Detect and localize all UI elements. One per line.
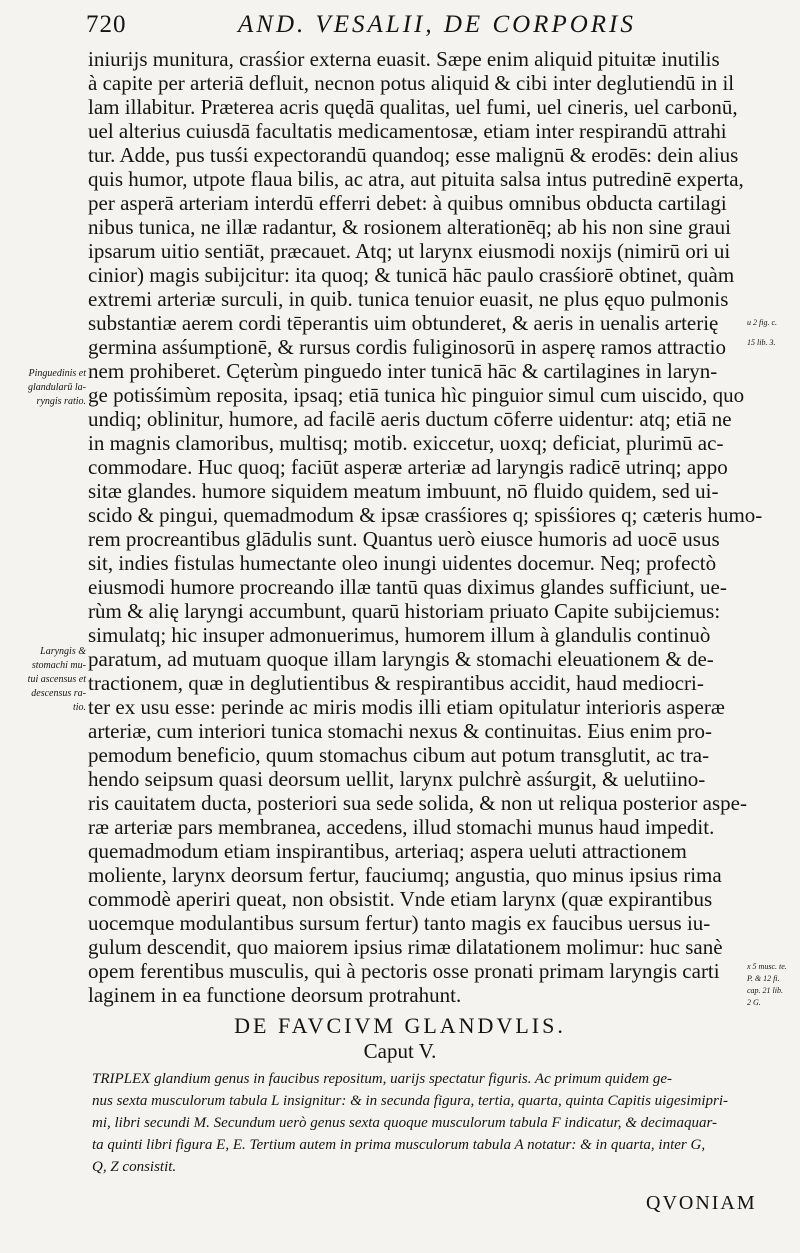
summary-line: mi, libri secundi M. Secundum uerò genus sexta quoque musculorum tabula F indicatur, & decimaquar-	[92, 1115, 718, 1131]
text-line: tur. Adde, pus tusśi expectorandū quandoq; esse malignū & erodēs: dein alius	[88, 143, 739, 167]
margin-note-left: descensus ra-	[31, 688, 86, 699]
margin-note-right: 2 G.	[747, 998, 761, 1007]
text-line: extremi arteriæ surculi, in quib. tunica tenuior euasit, ne plus ęquo pulmonis	[88, 287, 729, 311]
margin-note-right: x 5 musc. te.	[747, 962, 787, 971]
margin-note-right: P. & 12 fi.	[747, 974, 780, 983]
text-line: quemadmodum etiam inspirantibus, arteriaq; aspera ueluti attractionem	[88, 839, 687, 863]
text-line: quis humor, utpote flaua bilis, ac atra, aut pituita salsa intus putredinē experta,	[88, 167, 744, 191]
text-line: uocemque modulantibus sursum fertur) tanto magis ex faucibus uersus iu-	[88, 911, 711, 935]
text-line: rem procreantibus glādulis sunt. Quantus uerò eiusce humoris ad uocē usus	[88, 527, 720, 551]
summary-line: Q, Z consistit.	[92, 1159, 177, 1175]
summary-line: nus sexta musculorum tabula L insignitur: & in secunda figura, tertia, quarta, quinta Capitis uigesimipri-	[92, 1093, 728, 1109]
margin-note-left: tui ascensus et	[27, 674, 86, 685]
text-line: nem prohiberet. Cęterùm pinguedo inter tunicā hāc & cartilagines in laryn-	[88, 359, 718, 383]
text-line: undiq; oblinitur, humore, ad facilē aeris ductum cōferre uidentur: atq; etiā ne	[88, 407, 732, 431]
text-line: germina asśumptionē, & rursus cordis fuliginosorū in asperę ramos attractio	[88, 335, 727, 359]
catchword: QVONIAM	[646, 1192, 757, 1214]
text-line: paratum, ad mutuam quoque illam laryngis & stomachi eleuationem & de-	[88, 647, 714, 671]
margin-note-left: stomachi mu-	[31, 660, 86, 671]
text-line: ter ex usu esse: perinde ac miris modis illi etiam opitulatur interioris asperæ	[88, 695, 725, 719]
margin-note-left: tio.	[72, 702, 86, 713]
text-line: rùm & alię laryngi accumbunt, quarū historiam priuato Capite subijciemus:	[88, 599, 721, 623]
text-line: hendo seipsum quasi deorsum uellit, larynx pulchrè asśurgit, & uelutiino-	[88, 767, 706, 791]
text-line: opem ferentibus musculis, qui à pectoris osse pronati primam laryngis carti	[88, 959, 720, 983]
margin-note-left: Laryngis &	[40, 646, 86, 657]
text-line: tractionem, quæ in deglutientibus & respirantibus accidit, haud mediocri-	[88, 671, 704, 695]
text-line: moliente, larynx deorsum fertur, fauciumq; angustia, quo minus ipsius rima	[88, 863, 722, 887]
summary-line: ta quinti libri figura E, E. Tertium autem in prima musculorum tabula A notatur: & in quarta, inter G,	[92, 1137, 706, 1153]
text-line: in magnis clamoribus, multisq; motib. exiccetur, uoxq; deficiat, plurimū ac-	[88, 431, 724, 455]
margin-note-left: Pinguedinis et	[28, 368, 86, 379]
text-line: laginem in ea functione deorsum protrahunt.	[88, 983, 462, 1007]
text-line: sitæ glandes. humore siquidem meatum imbuunt, nō fluido quidem, sed ui-	[88, 479, 719, 503]
text-line: gulum descendit, quo maiorem ipsius rimæ dilatationem molimur: huc sanè	[88, 935, 723, 959]
text-line: ræ arteriæ pars membranea, accedens, illud stomachi munus haud impedit.	[88, 815, 715, 839]
text-line: uel alterius cuiusdā facultatis medicamentosæ, etiam inter respirandū attrahi	[88, 119, 727, 143]
text-line: cinior) magis subijcitur: ita quoq; & tunicā hāc paulo crasśiorē obtinet, quàm	[88, 263, 735, 287]
margin-note-left: ryngis ratio.	[36, 396, 86, 407]
margin-note-right: 15 lib. 3.	[747, 338, 776, 347]
chapter-number: Caput V.	[363, 1039, 437, 1063]
page-header	[86, 8, 796, 42]
margin-note-left: glandularū la-	[27, 382, 86, 393]
text-line: à capite per arteriā defluit, necnon potus aliquid & cibi inter deglutiendū in il	[88, 71, 735, 95]
text-line: lam illabitur. Præterea acris quędā qualitas, uel fumi, uel cineris, uel carbonū,	[88, 95, 738, 119]
margin-note-right: u 2 fig. c.	[747, 318, 777, 327]
text-line: scido & pingui, quemadmodum & ipsæ crasśiores q; spisśiores q; cæteris humo-	[88, 503, 763, 527]
margin-note-right: cap. 21 lib.	[747, 986, 783, 995]
text-line: ge potisśimùm reposita, ipsaq; etiā tunica hìc pinguior simul cum uiscido, quo	[88, 383, 745, 407]
text-line: nibus tunica, ne illæ radantur, & rosionem alterationēq; ab his non sine graui	[88, 215, 732, 239]
page-number: 720	[86, 11, 127, 38]
text-line: ris cauitatem ducta, posteriori sua sede solida, & non ut reliqua posterior aspe-	[88, 791, 747, 815]
text-line: commodare. Huc quoq; faciūt asperæ arteriæ ad laryngis radicē utrinq; appo	[88, 455, 728, 479]
text-line: commodè aperiri queat, non obsistit. Vnde etiam larynx (quæ expirantibus	[88, 887, 713, 911]
chapter-title: DE FAVCIVM GLANDVLIS.	[234, 1013, 566, 1038]
running-title: AND. VESALII, DE CORPORIS	[238, 11, 636, 38]
text-line: sit, indies fistulas humectante oleo inungi uidentes docemur. Neq; profectò	[88, 551, 717, 575]
text-line: simulatq; hic insuper admonuerimus, humorem illum à glandulis continuò	[88, 623, 711, 647]
text-line: per asperā arteriam interdū efferri debet: à quibus omnibus obducta cartilagi	[88, 191, 727, 215]
text-line: ipsarum uitio sentiāt, præcauet. Atq; ut larynx eiusmodi noxijs (nimirū ori ui	[88, 239, 731, 263]
text-line: pemodum beneficio, quum stomachus cibum aut potum transglutit, ac tra-	[88, 743, 710, 767]
text-line: eiusmodi humore procreando illæ tantū quas diximus glandes sufficiunt, ue-	[88, 575, 727, 599]
text-line: iniurijs munitura, crasśior externa euasit. Sæpe enim aliquid pituitæ inutilis	[88, 47, 720, 71]
text-line: arteriæ, cum interiori tunica stomachi nexus & continuitas. Eius enim pro-	[88, 719, 713, 743]
text-line: substantiæ aerem cordi tēperantis uim obtunderet, & aeris in uenalis arterię	[88, 311, 719, 335]
summary-line: TRIPLEX glandium genus in faucibus repositum, uarijs spectatur figuris. Ac primum quidem ge-	[92, 1071, 672, 1087]
